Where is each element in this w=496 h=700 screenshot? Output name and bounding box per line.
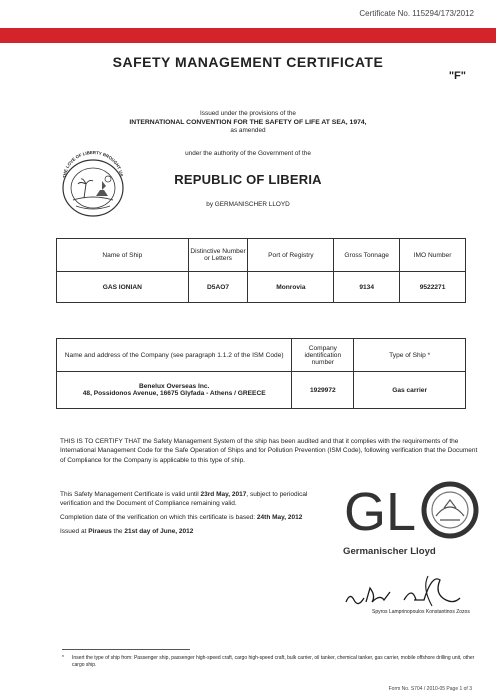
issue-place: Piraeus [88,528,112,535]
convention-name: INTERNATIONAL CONVENTION FOR THE SAFETY OF LIFE AT SEA, 1974, [129,118,367,126]
ship-type: Gas carrier [354,372,466,409]
footnote-marker: * [62,655,64,661]
port-of-registry: Monrovia [248,272,334,303]
call-sign: D5AO7 [188,272,248,303]
gl-company-name: Germanischer Lloyd [343,546,436,557]
imo-number: 9522271 [400,272,466,303]
intro-block [0,110,496,136]
intro-line-3: as amended [230,127,266,135]
gl-logo-icon [340,478,480,544]
header-gross-tonnage: Gross Tonnage [334,239,400,272]
authority-line: under the authority of the Government of the [185,150,311,157]
company-name-address-cell [57,372,292,409]
header-type-of-ship: Type of Ship * [354,339,466,372]
form-number: Form No. S704 / 2010-05 Page 1 of 3 [388,686,472,692]
gross-tonnage: 9134 [334,272,400,303]
header-name-of-ship: Name of Ship [57,239,189,272]
header-imo-number: IMO Number [400,239,466,272]
form-letter: "F" [448,70,466,82]
header-company-name-address: Name and address of the Company (see paragraph 1.1.2 of the ISM Code) [57,339,292,372]
completion-date: 24th May, 2012 [256,514,303,521]
validity-statement [60,490,310,509]
issued-prefix: Issued at [60,528,87,535]
header-distinctive-number: Distinctive Number or Letters [188,239,248,272]
company-id: 1929972 [292,372,354,409]
company-name: Benelux Overseas Inc. [138,383,210,390]
header-port-of-registry: Port of Registry [248,239,334,272]
issuing-state: REPUBLIC OF LIBERIA [174,172,322,187]
issued-by: by GERMANISCHER LLOYD [206,201,290,208]
company-table [56,338,466,409]
intro-line-1: Issued under the provisions of the [200,110,296,117]
validity-date: 23rd May, 2017 [200,491,247,498]
red-header-band [0,28,496,43]
signatures-icon [342,566,482,614]
document-title: SAFETY MANAGEMENT CERTIFICATE [112,54,384,70]
seal-motto: THE LOVE OF LIBERTY BROUGHT US [61,149,124,179]
footnote [62,655,482,669]
gl-logo-text: GL [344,482,417,542]
completion-prefix: Completion date of the verification on which this certificate is based: [60,514,256,521]
issue-statement [60,528,340,535]
signatory-names: Spyros Lamprinopoulos Konstantinos Zozos [372,609,470,615]
company-address: 48, Possidonos Avenue, 16675 Glyfada - Athens / GREECE [82,390,266,397]
ship-name: GAS IONIAN [57,272,189,303]
issued-middle: the [113,528,123,535]
validity-suffix: , subject to periodical verification and the Document of Compliance remaining valid. [60,491,308,508]
completion-statement [60,514,340,521]
certificate-number: Certificate No. 115294/173/2012 [359,9,474,18]
validity-prefix: This Safety Management Certificate is valid until [60,491,199,498]
footnote-text: Insert the type of ship from: Passenger ship, passenger high-speed craft, cargo high-speed craft, bulk carrier, oil tanker, chemical tanker, gas carrier, mobile offshore drilling unit, other cargo ship. [72,655,475,668]
footnote-divider [62,649,190,650]
issue-date: 21st day of June, 2012 [124,528,194,535]
ship-particulars-table [56,238,466,303]
header-company-id: Company identification number [292,339,354,372]
certification-statement: THIS IS TO CERTIFY THAT the Safety Management System of the ship has been audited and that it complies with the requirements of the International Management Code for the Safe Operation of Ships and for Pollution Prevention (ISM Code), following verification that the Document of Compliance for the Company is applicable to this type of ship. [60,438,478,464]
